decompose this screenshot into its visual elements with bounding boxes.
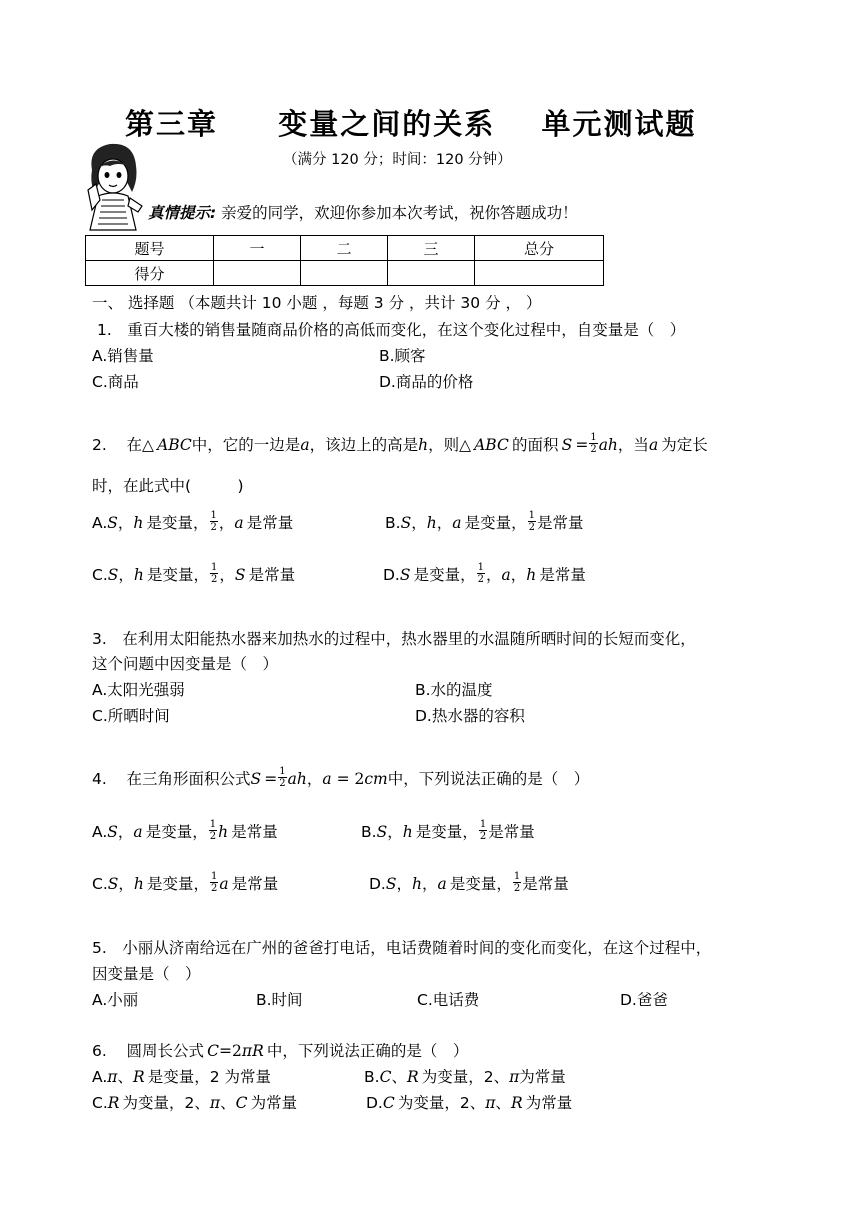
q1-option-d[interactable]: D.商品的价格 [379,373,474,391]
q1-option-a[interactable]: A.销售量 [92,347,154,365]
subtitle: （满分 120 分；时间：120 分钟） [283,152,512,168]
q4-stem: 4. 在三角形面积公式S = $\frac{1}{2}$ ah，a = 2cm中，下列说法正确的是（ ） [92,766,590,789]
q2-option-b[interactable]: B.S，h，a 是变量， $\frac{1}{2}$ 是常量 [385,510,584,533]
score-input-cell[interactable] [301,261,388,286]
q2-stem-line2: 时，在此式中( ) [92,477,244,495]
score-table-row [86,261,604,286]
score-header-cell: 三 [388,236,475,261]
score-header-cell: 题号 [86,236,214,261]
score-input-cell[interactable] [388,261,475,286]
score-row-label: 得分 [86,261,214,286]
q4-option-a[interactable]: A.S，a 是变量， $\frac{1}{2}$ h 是常量 [92,819,278,842]
q5-option-b[interactable]: B.时间 [256,991,303,1009]
q2-stem: 2. 在△ ABC中，它的一边是a，该边上的高是h，则△ ABC 的面积 S = $\frac{1}{2}$ ah，当a 为定长 [92,432,708,455]
q6-option-a[interactable]: A.π、R 是变量，2 为常量 [92,1068,272,1086]
q3-option-b[interactable]: B.水的温度 [415,681,493,699]
q3-option-a[interactable]: A.太阳光强弱 [92,681,185,699]
q6-option-c[interactable]: C.R 为变量，2、π、C 为常量 [92,1094,298,1112]
q4-option-c[interactable]: C.S，h 是变量， $\frac{1}{2}$ a 是常量 [92,871,279,894]
title-topic: 变量之间的关系 [278,107,496,141]
page-title [125,102,696,143]
q5-option-d[interactable]: D.爸爸 [620,991,668,1009]
q2-option-d[interactable]: D.S 是变量， $\frac{1}{2}$ ，a，h 是常量 [383,562,586,585]
q3-stem-line2: 这个问题中因变量是（ ） [92,655,279,673]
q2-option-c[interactable]: C.S，h 是变量， $\frac{1}{2}$ ，S 是常量 [92,562,296,585]
score-header-cell: 总分 [475,236,604,261]
q1-stem: 1. 重百大楼的销售量随商品价格的高低而变化，在这个变化过程中，自变量是（ ） [97,321,686,339]
score-table [85,235,604,286]
q1-option-c[interactable]: C.商品 [92,373,139,391]
fraction-half: $\frac{1}{2}$ [590,432,597,455]
q6-option-d[interactable]: D.C 为变量，2、π、R 为常量 [366,1094,573,1112]
cartoon-girl-icon [82,140,144,232]
q4-option-d[interactable]: D.S，h，a 是变量， $\frac{1}{2}$ 是常量 [369,871,569,894]
tip-line [148,201,578,223]
q5-stem: 5. 小丽从济南给远在广州的爸爸打电话，电话费随着时间的变化而变化，在这个过程中， [92,939,712,957]
q6-stem: 6. 圆周长公式 C=2πR 中，下列说法正确的是（ ） [92,1042,469,1060]
score-header-cell: 二 [301,236,388,261]
tip-label: 真情提示: [148,204,217,222]
title-test: 单元测试题 [541,107,697,141]
tip-text: 亲爱的同学，欢迎你参加本次考试，祝你答题成功！ [221,204,578,222]
score-input-cell[interactable] [214,261,301,286]
q4-option-b[interactable]: B.S，h 是变量， $\frac{1}{2}$ 是常量 [361,819,535,842]
score-header-cell: 一 [214,236,301,261]
q1-option-b[interactable]: B.顾客 [379,347,426,365]
score-table-header-row [86,236,604,261]
q3-stem: 3. 在利用太阳能热水器来加热水的过程中，热水器里的水温随所晒时间的长短而变化， [92,630,696,648]
title-chapter: 第三章 [125,107,219,141]
q3-option-c[interactable]: C.所晒时间 [92,707,170,725]
q2-option-a[interactable]: A.S，h 是变量， $\frac{1}{2}$ ，a 是常量 [92,510,294,533]
q5-option-a[interactable]: A.小丽 [92,991,139,1009]
section-heading: 一、 选择题 （本题共计 10 小题 ，每题 3 分 ，共计 30 分 ， ） [92,294,542,312]
q3-option-d[interactable]: D.热水器的容积 [415,707,525,725]
score-input-cell[interactable] [475,261,604,286]
q5-option-c[interactable]: C.电话费 [417,991,480,1009]
q5-stem-line2: 因变量是（ ） [92,965,201,983]
q6-option-b[interactable]: B.C、R 为变量，2、π为常量 [364,1068,566,1086]
